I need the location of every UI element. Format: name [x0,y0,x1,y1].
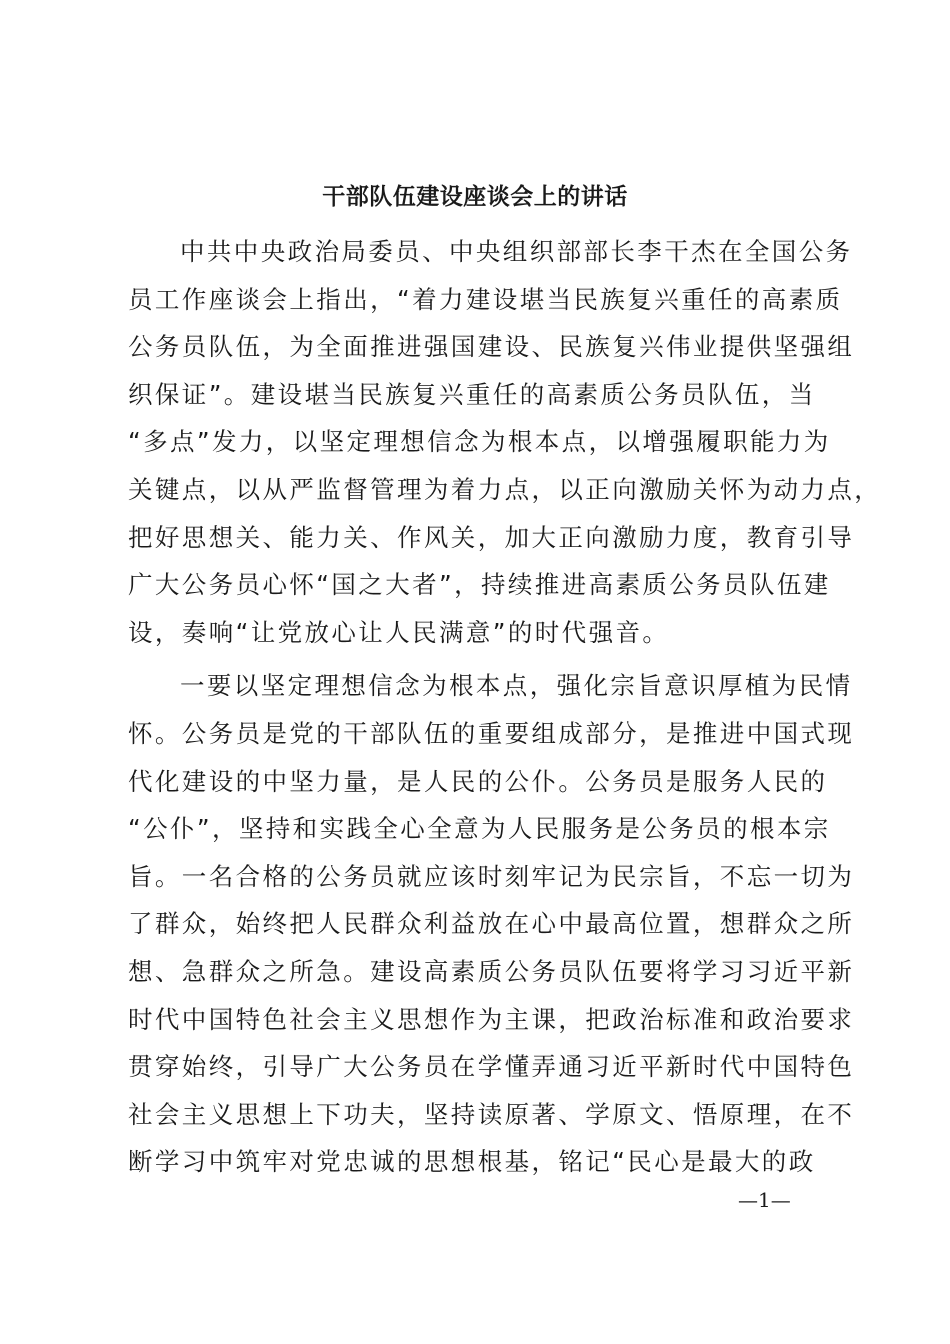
page-number: —1— [738,1188,791,1212]
paragraph-line: 怀。公务员是党的干部队伍的重要组成部分，是推进中国式现 [128,718,855,748]
paragraph-line: 想、急群众之所急。建设高素质公务员队伍要将学习习近平新 [128,956,855,986]
paragraph-line: 员工作座谈会上指出，“着力建设堪当民族复兴重任的高素质 [128,284,843,314]
paragraph-line: 把好思想关、能力关、作风关，加大正向激励力度，教育引导 [128,522,855,552]
paragraph-2 [128,662,855,1186]
paragraph-line: 社会主义思想上下功夫，坚持读原著、学原文、悟原理，在不 [128,1099,855,1129]
paragraph-line: 公务员队伍，为全面推进强国建设、民族复兴伟业提供坚强组 [128,332,855,362]
paragraph-line: 中共中央政治局委员、中央组织部部长李干杰在全国公务 [180,237,853,266]
paragraph-line: 了群众，始终把人民群众利益放在心中最高位置，想群众之所 [128,909,855,939]
paragraph-line: 关键点，以从严监督管理为着力点，以正向激励关怀为动力点， [128,474,882,504]
paragraph-line: 断学习中筑牢对党忠诚的思想根基，铭记“民心是最大的政 [128,1147,816,1177]
paragraph-line: 设，奏响“让党放心让人民满意”的时代强音。 [128,617,670,647]
paragraph-1 [128,228,882,656]
document-title: 干部队伍建设座谈会上的讲话 [322,183,628,210]
paragraph-line: 贯穿始终，引导广大公务员在学懂弄通习近平新时代中国特色 [128,1052,855,1082]
paragraph-line: 一要以坚定理想信念为根本点，强化宗旨意识厚植为民情 [180,671,853,701]
document-body [128,228,882,1186]
paragraph-line: “公仆”，坚持和实践全心全意为人民服务是公务员的根本宗 [128,814,831,844]
paragraph-line: 广大公务员心怀“国之大者”，持续推进高素质公务员队伍建 [128,570,831,600]
paragraph-line: 时代中国特色社会主义思想作为主课，把政治标准和政治要求 [128,1004,855,1034]
paragraph-line: 代化建设的中坚力量，是人民的公仆。公务员是服务人民的 [128,766,828,796]
paragraph-line: “多点”发力，以坚定理想信念为根本点，以增强履职能力为 [128,427,831,457]
paragraph-line: 旨。一名合格的公务员就应该时刻牢记为民宗旨，不忘一切为 [128,861,855,891]
paragraph-line: 织保证”。建设堪当民族复兴重任的高素质公务员队伍，当 [128,379,816,409]
